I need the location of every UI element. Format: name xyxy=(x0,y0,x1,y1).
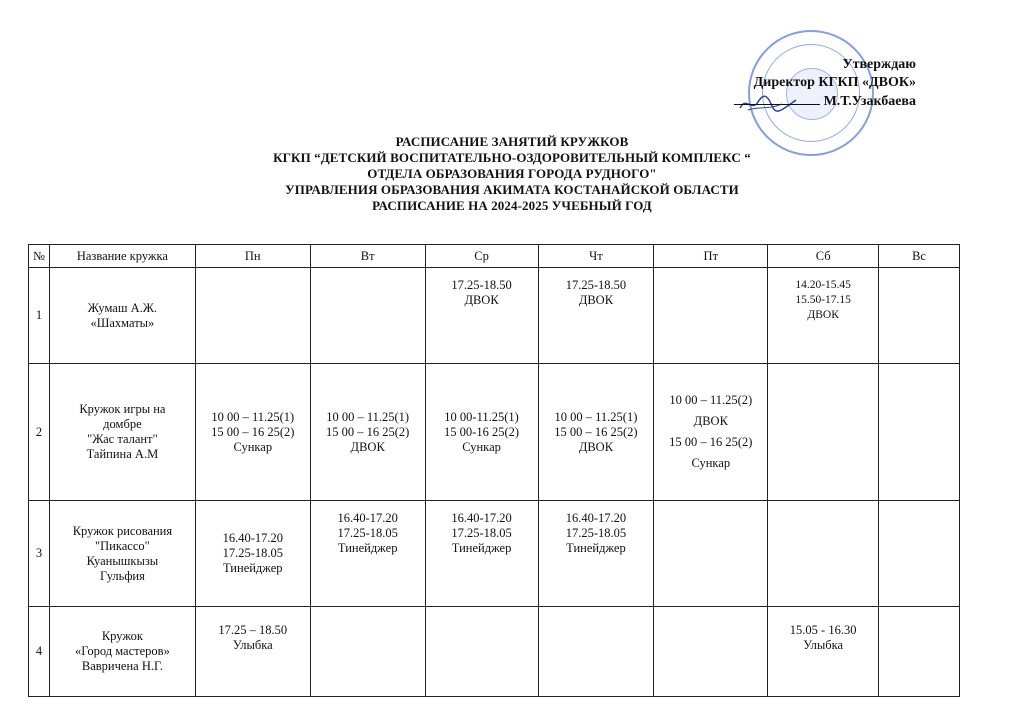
cell-sat xyxy=(768,364,879,501)
header-cell: № xyxy=(29,245,50,268)
cell-tue xyxy=(310,268,425,364)
cell-wed: 10 00-11.25(1) 15 00-16 25(2) Сункар xyxy=(425,364,538,501)
cell-tue: 10 00 – 11.25(1) 15 00 – 16 25(2) ДВОК xyxy=(310,364,425,501)
cell-sun xyxy=(879,501,960,607)
cell-wed: 16.40-17.20 17.25-18.05 Тинейджер xyxy=(425,501,538,607)
cell-mon: 10 00 – 11.25(1) 15 00 – 16 25(2) Сункар xyxy=(195,364,310,501)
header-cell: Пн xyxy=(195,245,310,268)
cell-fri: 10 00 – 11.25(2) ДВОК 15 00 – 16 25(2) Сункар xyxy=(654,364,768,501)
row-number: 2 xyxy=(29,364,50,501)
header-line2: КГКП “ДЕТСКИЙ ВОСПИТАТЕЛЬНО-ОЗДОРОВИТЕЛЬНЫЙ КОМПЛЕКС “ xyxy=(273,150,751,165)
cell-tue xyxy=(310,607,425,697)
row-number: 4 xyxy=(29,607,50,697)
cell-thu xyxy=(538,607,654,697)
cell-mon xyxy=(195,268,310,364)
cell-thu: 17.25-18.50 ДВОК xyxy=(538,268,654,364)
approval-line3: М.Т.Узакбаева xyxy=(823,94,916,109)
approval-line2: Директор КГКП «ДВОК» xyxy=(753,75,916,90)
cell-fri xyxy=(654,268,768,364)
header-cell: Чт xyxy=(538,245,654,268)
document-header xyxy=(0,134,1024,214)
cell-sat xyxy=(768,501,879,607)
club-name-cell: Жумаш А.Ж. «Шахматы» xyxy=(49,268,195,364)
row-number: 3 xyxy=(29,501,50,607)
cell-mon: 17.25 – 18.50 Улыбка xyxy=(195,607,310,697)
cell-sat: 15.05 - 16.30 Улыбка xyxy=(768,607,879,697)
table-row xyxy=(29,607,960,697)
header-cell: Сб xyxy=(768,245,879,268)
header-cell: Вс xyxy=(879,245,960,268)
cell-sun xyxy=(879,268,960,364)
header-line3: ОТДЕЛА ОБРАЗОВАНИЯ ГОРОДА РУДНОГО" xyxy=(367,166,657,181)
schedule-table xyxy=(28,244,960,697)
header-line5: РАСПИСАНИЕ НА 2024-2025 УЧЕБНЫЙ ГОД xyxy=(372,198,652,213)
row-number: 1 xyxy=(29,268,50,364)
cell-wed xyxy=(425,607,538,697)
cell-mon: 16.40-17.20 17.25-18.05 Тинейджер xyxy=(195,501,310,607)
signature-line xyxy=(734,92,820,105)
cell-thu: 10 00 – 11.25(1) 15 00 – 16 25(2) ДВОК xyxy=(538,364,654,501)
club-name-cell: Кружок рисования "Пикассо" Куанышкызы Гульфия xyxy=(49,501,195,607)
header-line1: РАСПИСАНИЕ ЗАНЯТИЙ КРУЖКОВ xyxy=(395,134,629,149)
cell-tue: 16.40-17.20 17.25-18.05 Тинейджер xyxy=(310,501,425,607)
cell-sun xyxy=(879,607,960,697)
table-row xyxy=(29,364,960,501)
approval-line1: Утверждаю xyxy=(842,57,916,72)
header-cell: Название кружка xyxy=(49,245,195,268)
table-row xyxy=(29,501,960,607)
cell-wed: 17.25-18.50 ДВОК xyxy=(425,268,538,364)
header-cell: Ср xyxy=(425,245,538,268)
header-cell: Пт xyxy=(654,245,768,268)
cell-thu: 16.40-17.20 17.25-18.05 Тинейджер xyxy=(538,501,654,607)
header-line4: УПРАВЛЕНИЯ ОБРАЗОВАНИЯ АКИМАТА КОСТАНАЙСКОЙ ОБЛАСТИ xyxy=(285,182,739,197)
cell-sat: 14.20-15.45 15.50-17.15 ДВОК xyxy=(768,268,879,364)
table-row xyxy=(29,268,960,364)
club-name-cell: Кружок игры на домбре "Жас талант" Тайпина А.М xyxy=(49,364,195,501)
cell-sun xyxy=(879,364,960,501)
cell-fri xyxy=(654,607,768,697)
cell-fri xyxy=(654,501,768,607)
table-header-row xyxy=(29,245,960,268)
approval-block xyxy=(734,56,916,111)
header-cell: Вт xyxy=(310,245,425,268)
club-name-cell: Кружок «Город мастеров» Вавричена Н.Г. xyxy=(49,607,195,697)
